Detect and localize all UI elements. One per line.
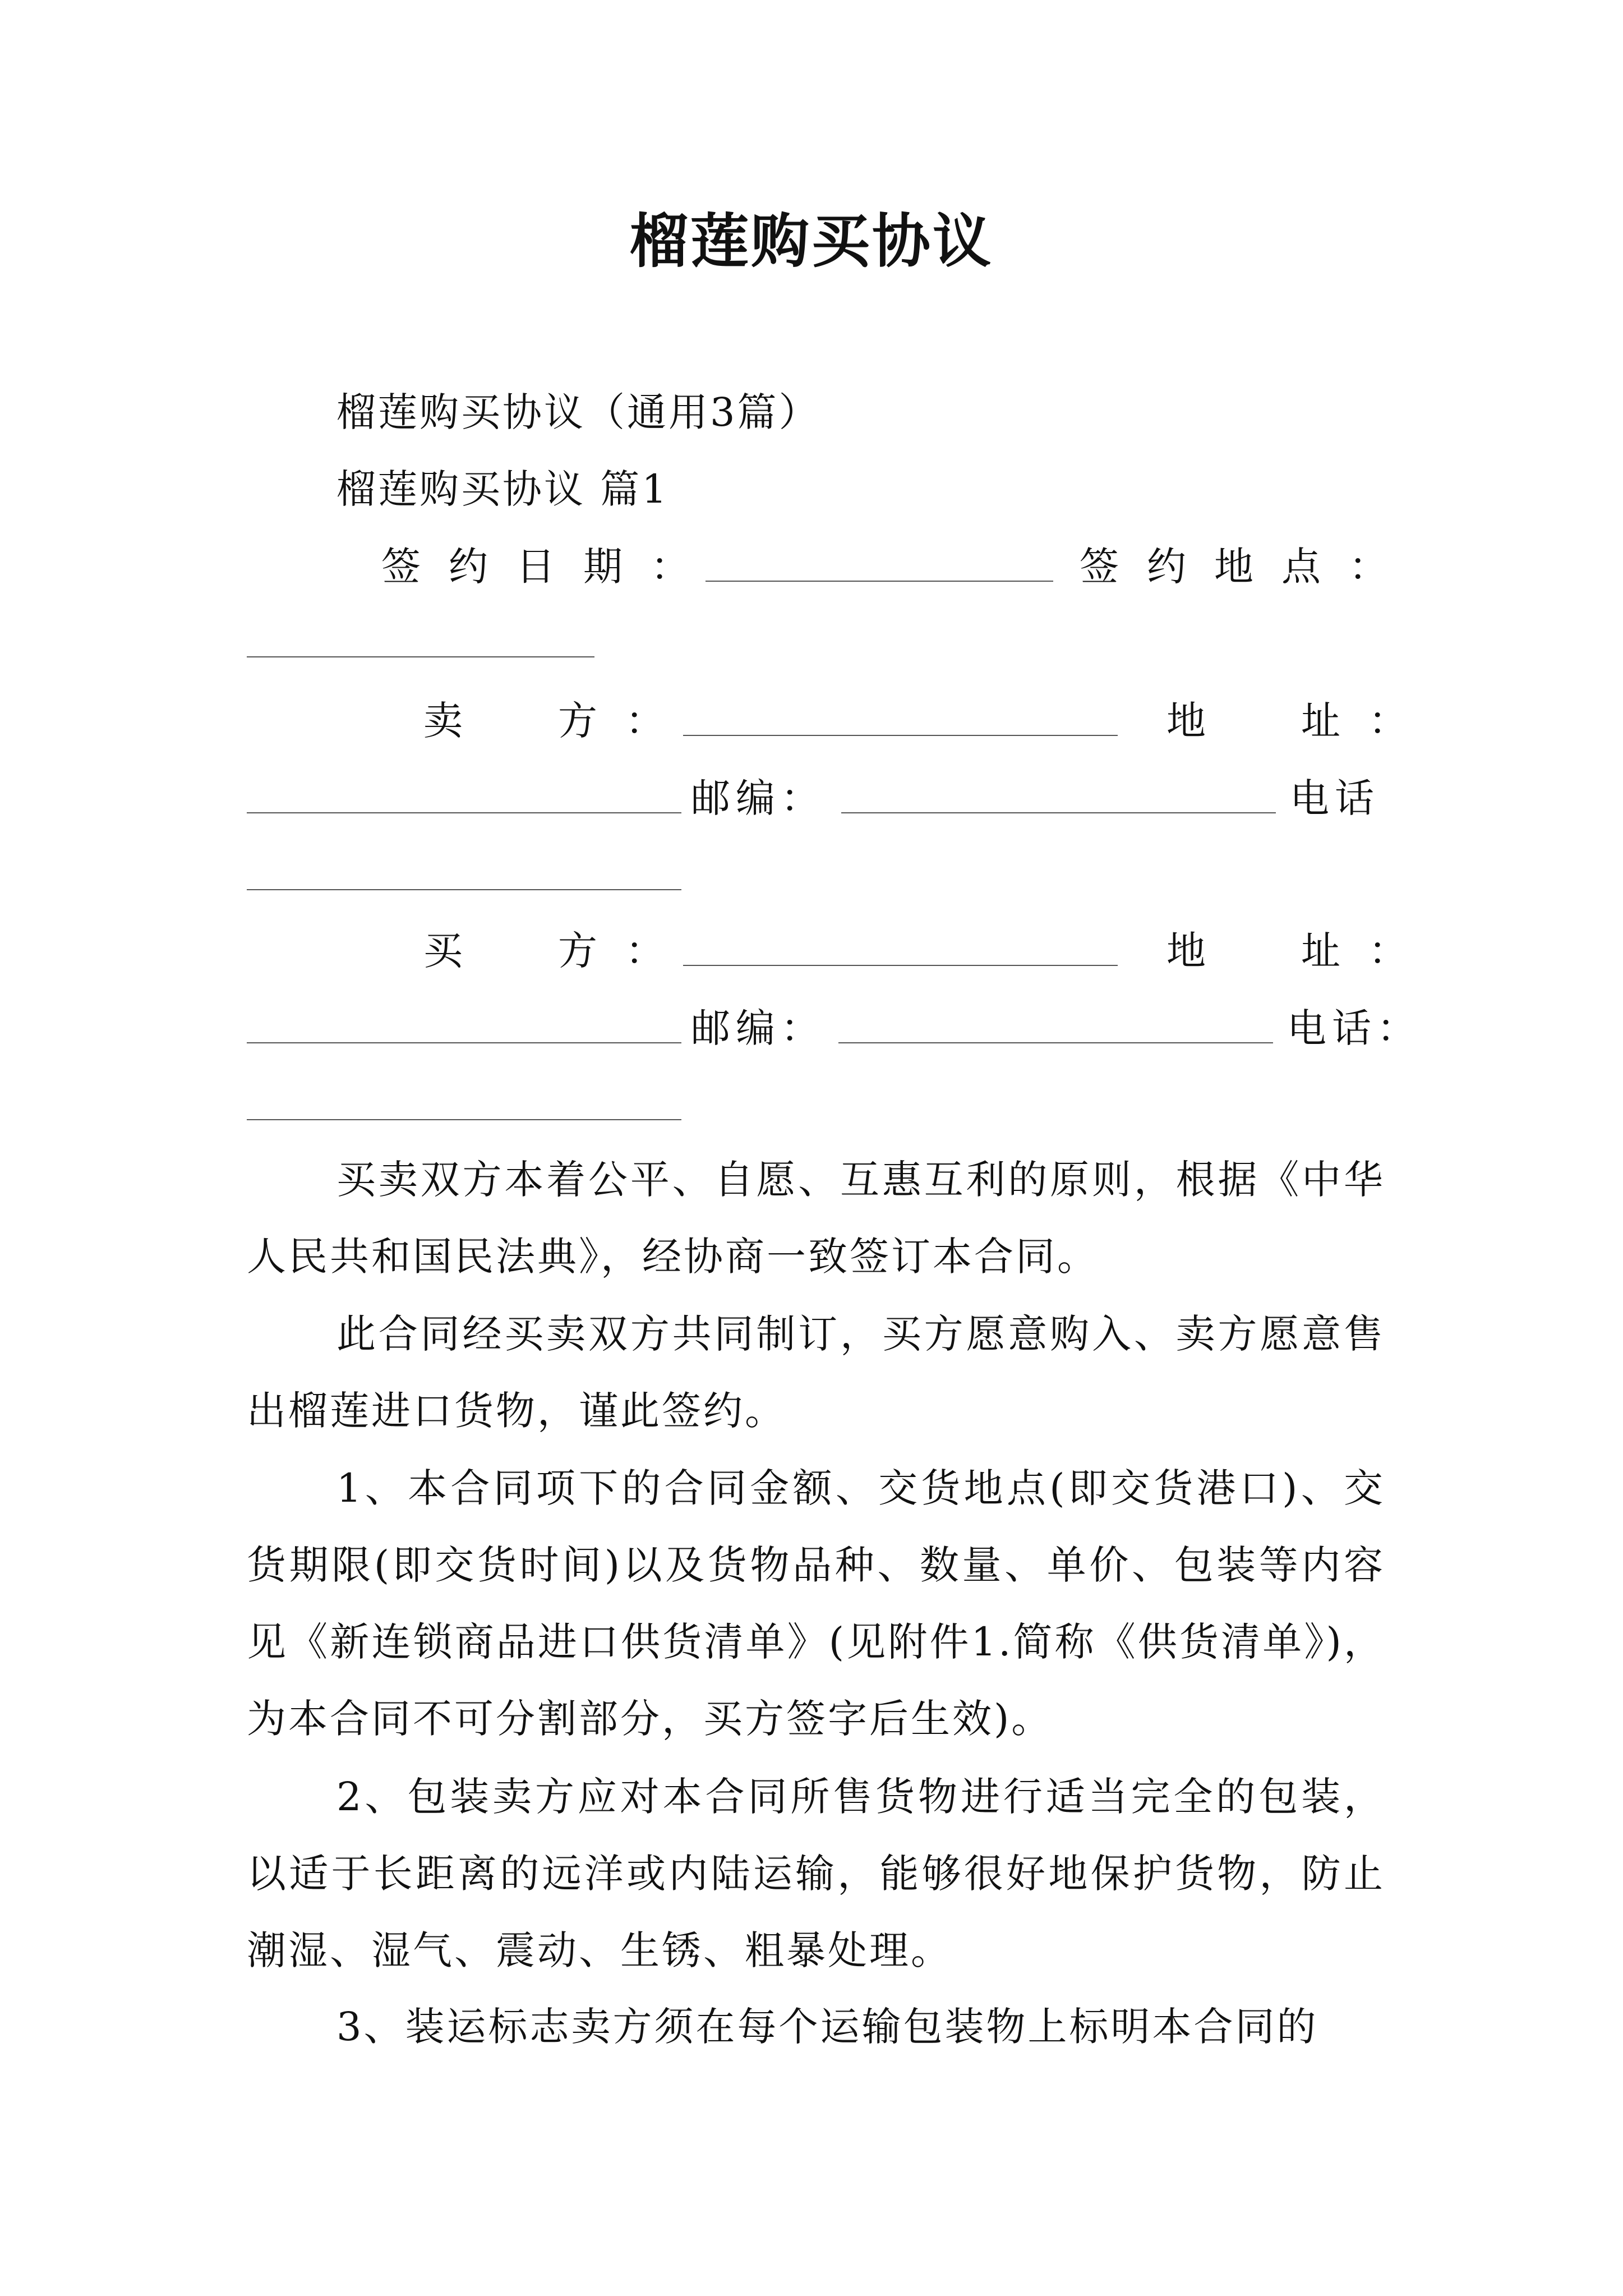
seller-blank: [683, 696, 1118, 748]
sign-date-label: 签约日期：: [381, 544, 718, 590]
buyer-phone-blank: [247, 1080, 681, 1132]
buyer-address-label: 地 址：: [1166, 928, 1436, 974]
buyer-address-blank: [247, 1003, 681, 1055]
sign-place-label: 签约地点：: [1080, 544, 1416, 590]
seller-postcode-label: 邮编：: [691, 775, 826, 821]
sign-date-blank: [706, 541, 1053, 593]
sign-place-blank: [247, 617, 594, 669]
buyer-postcode-blank: [838, 1003, 1273, 1055]
seller-address-label: 地 址：: [1166, 698, 1436, 744]
document-title: 榴莲购买协议: [629, 206, 993, 275]
buyer-blank: [683, 926, 1118, 978]
document-subtitle: 榴莲购买协议（通用3篇）: [336, 389, 820, 435]
seller-phone-blank: [247, 850, 681, 902]
buyer-postcode-label: 邮编：: [691, 1005, 826, 1051]
seller-phone-label: 电话: [1290, 775, 1380, 821]
seller-postcode-blank: [841, 773, 1276, 825]
paragraph-clause-3: 3、装运标志卖方须在每个运输包装物上标明本合同的: [336, 2004, 1318, 2050]
seller-label: 卖 方：: [423, 698, 693, 744]
paragraph-principles: 买卖双方本着公平、自愿、互惠互利的原则，根据《中华人民共和国民法典》，经协商一致签订本合同。: [247, 1157, 1385, 1280]
paragraph-agreement: 此合同经买卖双方共同制订，买方愿意购入、卖方愿意售出榴莲进口货物，谨此签约。: [247, 1311, 1385, 1434]
paragraph-clause-1: 1、本合同项下的合同金额、交货地点(即交货港口)、交货期限(即交货时间)以及货物品种、数量、单价、包装等内容见《新连锁商品进口供货清单》(见附件1.简称《供货清单》)，为本合同不可分割部分，买方签字后生效)。: [247, 1465, 1385, 1742]
seller-address-blank: [247, 773, 681, 825]
buyer-phone-label: 电话：: [1287, 1005, 1422, 1051]
section-heading: 榴莲购买协议 篇1: [336, 466, 669, 512]
buyer-label: 买 方：: [423, 928, 693, 974]
paragraph-clause-2: 2、包装卖方应对本合同所售货物进行适当完全的包装，以适于长距离的远洋或内陆运输，能够很好地保护货物，防止潮湿、湿气、震动、生锈、粗暴处理。: [247, 1774, 1385, 1973]
